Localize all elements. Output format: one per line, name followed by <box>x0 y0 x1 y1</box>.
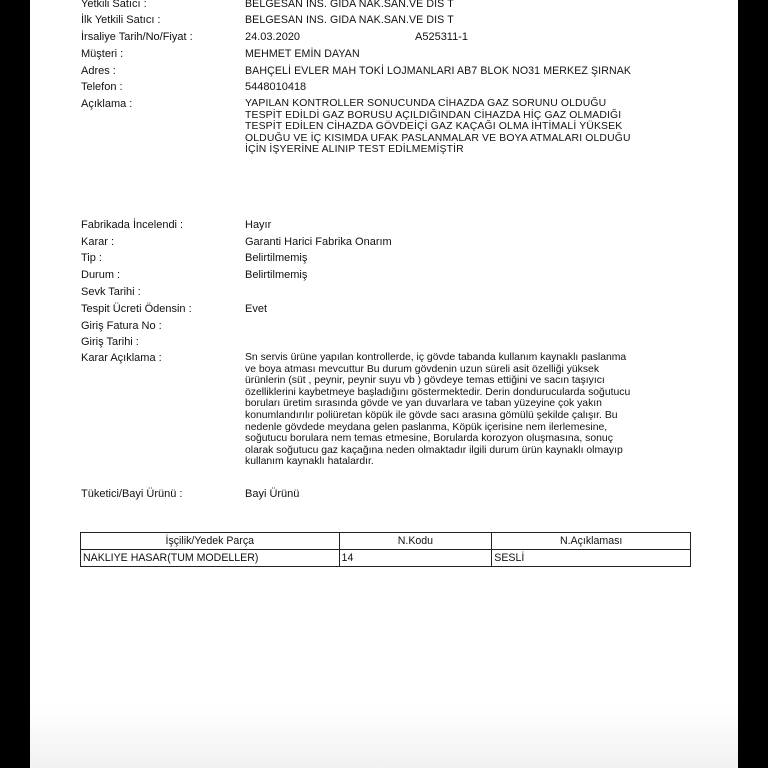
code-description-header: N.Açıklaması <box>492 533 691 550</box>
customer-label: Müşteri : <box>81 48 124 60</box>
code-cell: 14 <box>339 550 492 567</box>
status-label: Durum : <box>81 269 121 281</box>
factory-inspected-label: Fabrikada İncelendi : <box>81 219 184 231</box>
decision-value: Garanti Harici Fabrika Onarım <box>245 236 392 248</box>
factory-inspected-value: Hayır <box>245 219 272 231</box>
type-value: Belirtilmemiş <box>245 252 308 264</box>
authorized-dealer-value: BELGESAN INS. GIDA NAK.SAN.VE DIS T <box>245 0 454 10</box>
waybill-date: 24.03.2020 <box>245 31 301 43</box>
entry-invoice-label: Giriş Fatura No : <box>81 320 162 332</box>
type-label: Tip : <box>81 252 102 264</box>
consumer-dealer-label: Tüketici/Bayi Ürünü : <box>81 488 183 500</box>
decision-description-value: Sn servis ürüne yapılan kontrollerde, iç gövde tabanda kullanım kaynaklı paslanma ve boya atması mevcuttur Bu durum gövdenin uzun süreli asit özelliği yüksek ürünlerin (süt , peynir, peynir suyu vb ) gövdeye temas ettiğini ve sacın taşıyıcı özelliklerini kaybetmeye başladığını göstermektedir. Derin dondurucularda soğutucu boruları üretim sırasında gövde ve yan duvarlara ve taban yüzeyine çok yakın konumlandırılır poliüretan köpük ile gövde sacı arasına gömülü şekilde çalışır. Bu nedenle gövdede meydana gelen paslanma, Köpük içerisine nem ilerlemesine, soğutucu borulara nem temas etmesine, Borularda korozyon oluşmasına, sonuç olarak soğutucu gaz kaçağına neden olmaktadır ilgili durum ürün kaynaklı olmayıp kullanım kaynaklı hatalardır. <box>245 352 631 468</box>
labor-part-cell: NAKLIYE HASAR(TUM MODELLER) <box>81 550 340 567</box>
parts-table <box>80 532 691 567</box>
code-description-cell: SESLİ <box>492 550 691 567</box>
decision-label: Karar : <box>81 236 115 248</box>
inspection-fee-value: Evet <box>245 303 268 315</box>
service-report-page <box>30 0 738 768</box>
description-label: Açıklama : <box>81 98 133 110</box>
table-row <box>81 550 691 567</box>
address-label: Adres : <box>81 65 116 77</box>
status-value: Belirtilmemiş <box>245 269 308 281</box>
first-dealer-label: İlk Yetkili Satıcı : <box>81 14 161 26</box>
labor-part-header: İşçilik/Yedek Parça <box>81 533 340 550</box>
description-value: YAPILAN KONTROLLER SONUCUNDA CİHAZDA GAZ SORUNU OLDUĞU TESPİT EDİLDİ GAZ BORUSU AÇILDIĞINDAN CİHAZDA HİÇ GAZ OLMADIĞI TESPİT EDİLEN CİHAZDA GÖVDEİÇİ GAZ KAÇAĞI OLMA İHTİMALİ YÜKSEK OLDUĞU VE İÇ KISIMDA UFAK PASLANMALAR VE BOYA ATMALARI OLDUĞU İÇİN İŞYERİNE ALINIP TEST EDİLMEMİŞTİR <box>245 98 631 156</box>
waybill-label: İrsaliye Tarih/No/Fiyat : <box>81 31 193 43</box>
phone-label: Telefon : <box>81 81 123 93</box>
table-header-row <box>81 533 691 550</box>
authorized-dealer-label: Yetkili Satıcı : <box>81 0 147 10</box>
code-header: N.Kodu <box>339 533 492 550</box>
waybill-invoice-no: A525311-1 <box>415 31 469 43</box>
consumer-dealer-value: Bayi Ürünü <box>245 488 300 500</box>
shipment-date-label: Sevk Tarihi : <box>81 286 141 298</box>
first-dealer-value: BELGESAN INS. GIDA NAK.SAN.VE DIS T <box>245 14 454 26</box>
inspection-fee-label: Tespit Ücreti Ödensin : <box>81 303 192 315</box>
address-value: BAHÇELİ EVLER MAH TOKİ LOJMANLARI AB7 BLOK NO31 MERKEZ ŞIRNAK <box>245 65 632 77</box>
decision-description-label: Karar Açıklama : <box>81 352 162 364</box>
phone-value: 5448010418 <box>245 81 307 93</box>
customer-value: MEHMET EMİN DAYAN <box>245 48 360 60</box>
entry-date-label: Giriş Tarihi : <box>81 336 139 348</box>
